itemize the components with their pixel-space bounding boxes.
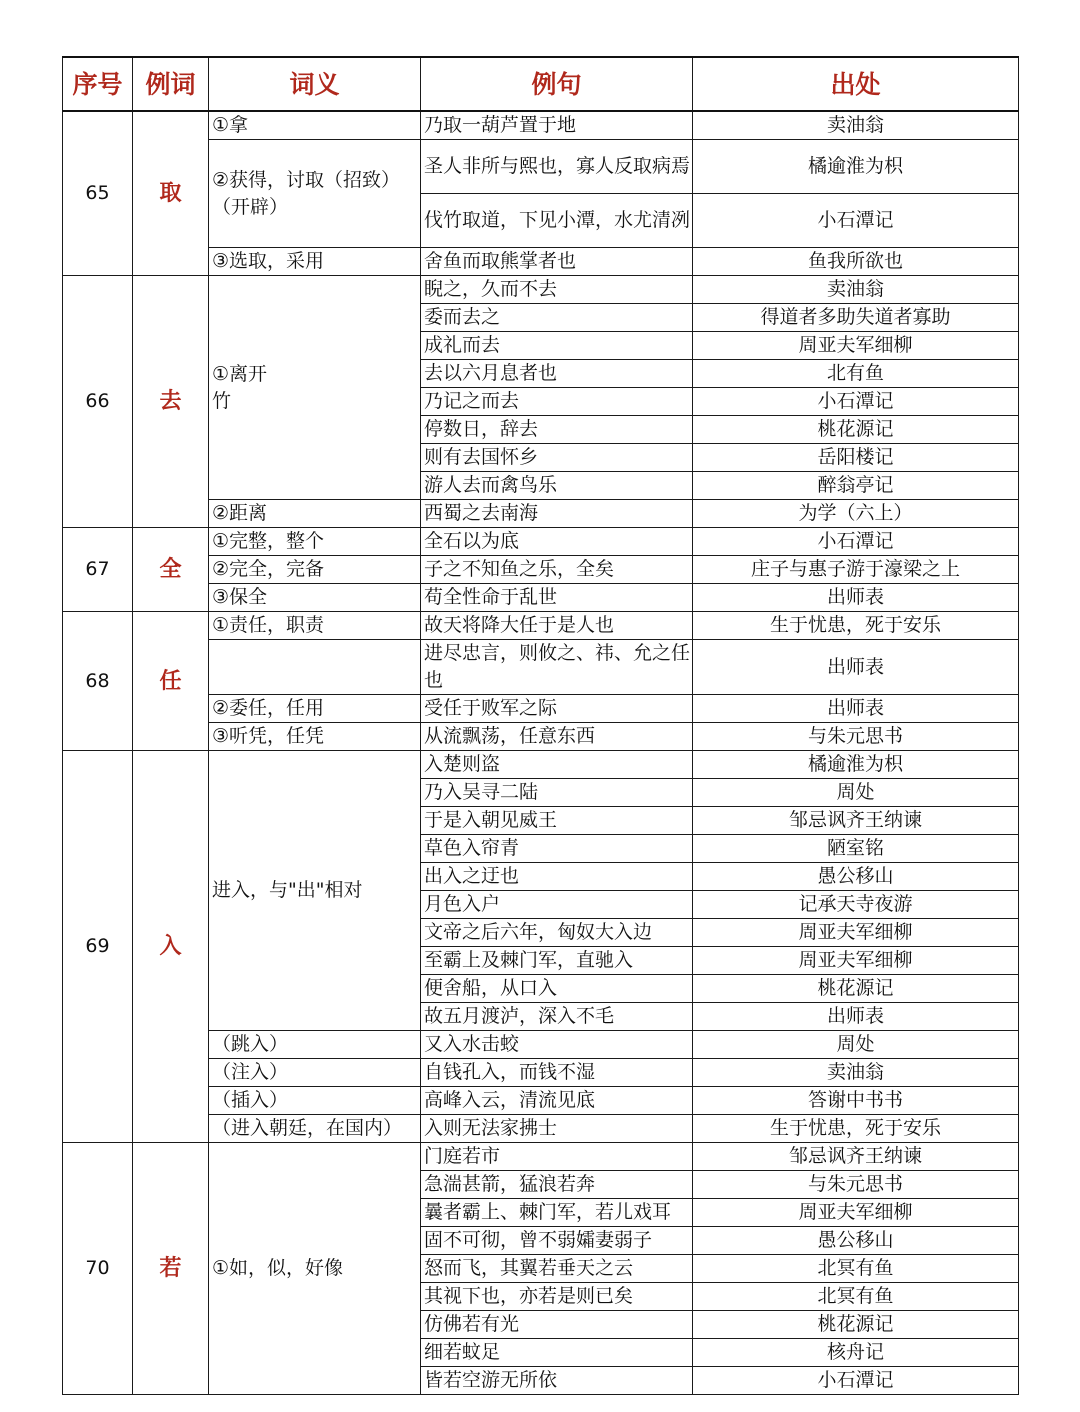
source-text: 鱼我所欲也 <box>693 248 1019 276</box>
example-sentence: 怒而飞，其翼若垂天之云 <box>421 1255 693 1283</box>
example-sentence: 固不可彻，曾不弱孀妻弱子 <box>421 1227 693 1255</box>
meaning-cell: ②距离 <box>209 500 421 528</box>
header-meaning: 词义 <box>209 57 421 111</box>
example-sentence: 急湍甚箭，猛浪若奔 <box>421 1171 693 1199</box>
source-text: 醉翁亭记 <box>693 472 1019 500</box>
meaning-cell: ①拿 <box>209 111 421 140</box>
meaning-cell: （跳入） <box>209 1031 421 1059</box>
example-sentence: 进尽忠言，则攸之、祎、允之任也 <box>421 640 693 695</box>
source-text: 陋室铭 <box>693 835 1019 863</box>
meaning-cell: ③保全 <box>209 584 421 612</box>
meaning-cell: ①离开 竹 <box>209 276 421 500</box>
entry-number: 68 <box>63 612 133 751</box>
source-text: 橘逾淮为枳 <box>693 751 1019 779</box>
meaning-cell: ①如，似，好像 <box>209 1143 421 1395</box>
header-word: 例词 <box>133 57 209 111</box>
source-text: 周亚夫军细柳 <box>693 332 1019 360</box>
source-text: 橘逾淮为枳 <box>693 140 1019 194</box>
source-text: 愚公移山 <box>693 863 1019 891</box>
example-sentence: 皆若空游无所依 <box>421 1367 693 1395</box>
example-sentence: 委而去之 <box>421 304 693 332</box>
entry-number: 67 <box>63 528 133 612</box>
meaning-cell: （注入） <box>209 1059 421 1087</box>
source-text: 岳阳楼记 <box>693 444 1019 472</box>
meaning-cell: 进入，与"出"相对 <box>209 751 421 1031</box>
meaning-cell: ②获得，讨取（招致）（开辟） <box>209 140 421 248</box>
source-text: 记承天寺夜游 <box>693 891 1019 919</box>
example-sentence: 受任于败军之际 <box>421 695 693 723</box>
table-row <box>63 276 1019 304</box>
entry-word: 入 <box>133 751 209 1143</box>
entry-number: 66 <box>63 276 133 528</box>
example-sentence: 乃取一葫芦置于地 <box>421 111 693 140</box>
source-text: 与朱元思书 <box>693 1171 1019 1199</box>
example-sentence: 全石以为底 <box>421 528 693 556</box>
header-row <box>63 57 1019 111</box>
example-sentence: 停数日，辞去 <box>421 416 693 444</box>
vocab-table <box>62 56 1019 1395</box>
example-sentence: 入则无法家拂士 <box>421 1115 693 1143</box>
source-text: 卖油翁 <box>693 1059 1019 1087</box>
example-sentence: 乃记之而去 <box>421 388 693 416</box>
source-text: 周亚夫军细柳 <box>693 919 1019 947</box>
source-text: 得道者多助失道者寡助 <box>693 304 1019 332</box>
example-sentence: 曩者霸上、棘门军，若儿戏耳 <box>421 1199 693 1227</box>
example-sentence: 草色入帘青 <box>421 835 693 863</box>
meaning-cell: ②委任，任用 <box>209 695 421 723</box>
example-sentence: 月色入户 <box>421 891 693 919</box>
example-sentence: 则有去国怀乡 <box>421 444 693 472</box>
header-source: 出处 <box>693 57 1019 111</box>
header-example: 例句 <box>421 57 693 111</box>
meaning-cell: ①责任，职责 <box>209 612 421 640</box>
table-row <box>63 1143 1019 1171</box>
meaning-cell: （插入） <box>209 1087 421 1115</box>
example-sentence: 仿佛若有光 <box>421 1311 693 1339</box>
source-text: 卖油翁 <box>693 276 1019 304</box>
source-text: 核舟记 <box>693 1339 1019 1367</box>
example-sentence: 成礼而去 <box>421 332 693 360</box>
source-text: 与朱元思书 <box>693 723 1019 751</box>
source-text: 小石潭记 <box>693 528 1019 556</box>
source-text: 出师表 <box>693 1003 1019 1031</box>
example-sentence: 睨之，久而不去 <box>421 276 693 304</box>
example-sentence: 其视下也，亦若是则已矣 <box>421 1283 693 1311</box>
meaning-cell: ②完全，完备 <box>209 556 421 584</box>
source-text: 愚公移山 <box>693 1227 1019 1255</box>
entry-number: 65 <box>63 111 133 276</box>
example-sentence: 文帝之后六年，匈奴大入边 <box>421 919 693 947</box>
example-sentence: 门庭若市 <box>421 1143 693 1171</box>
source-text: 为学（六上） <box>693 500 1019 528</box>
example-sentence: 故天将降大任于是人也 <box>421 612 693 640</box>
source-text: 周亚夫军细柳 <box>693 1199 1019 1227</box>
table-row <box>63 751 1019 779</box>
source-text: 生于忧患，死于安乐 <box>693 612 1019 640</box>
example-sentence: 乃入吴寻二陆 <box>421 779 693 807</box>
example-sentence: 苟全性命于乱世 <box>421 584 693 612</box>
example-sentence: 圣人非所与熙也，寡人反取病焉 <box>421 140 693 194</box>
source-text: 答谢中书书 <box>693 1087 1019 1115</box>
source-text: 桃花源记 <box>693 416 1019 444</box>
table-body <box>63 111 1019 1395</box>
example-sentence: 自钱孔入，而钱不湿 <box>421 1059 693 1087</box>
example-sentence: 西蜀之去南海 <box>421 500 693 528</box>
meaning-cell: ①完整，整个 <box>209 528 421 556</box>
example-sentence: 至霸上及棘门军，直驰入 <box>421 947 693 975</box>
source-text: 北冥有鱼 <box>693 1283 1019 1311</box>
entry-word: 去 <box>133 276 209 528</box>
entry-number: 69 <box>63 751 133 1143</box>
source-text: 周处 <box>693 1031 1019 1059</box>
example-sentence: 伐竹取道，下见小潭，水尤清冽 <box>421 194 693 248</box>
example-sentence: 从流飘荡，任意东西 <box>421 723 693 751</box>
source-text: 生于忧患，死于安乐 <box>693 1115 1019 1143</box>
source-text: 邹忌讽齐王纳谏 <box>693 807 1019 835</box>
example-sentence: 故五月渡泸，深入不毛 <box>421 1003 693 1031</box>
source-text: 出师表 <box>693 640 1019 695</box>
source-text: 出师表 <box>693 584 1019 612</box>
source-text: 桃花源记 <box>693 1311 1019 1339</box>
example-sentence: 出入之迂也 <box>421 863 693 891</box>
entry-word: 全 <box>133 528 209 612</box>
entry-word: 若 <box>133 1143 209 1395</box>
source-text: 出师表 <box>693 695 1019 723</box>
source-text: 卖油翁 <box>693 111 1019 140</box>
example-sentence: 入楚则盗 <box>421 751 693 779</box>
example-sentence: 舍鱼而取熊掌者也 <box>421 248 693 276</box>
source-text: 庄子与惠子游于濠梁之上 <box>693 556 1019 584</box>
example-sentence: 游人去而禽鸟乐 <box>421 472 693 500</box>
source-text: 小石潭记 <box>693 388 1019 416</box>
meaning-cell <box>209 640 421 695</box>
table-row <box>63 612 1019 640</box>
source-text: 小石潭记 <box>693 194 1019 248</box>
header-num: 序号 <box>63 57 133 111</box>
entry-word: 取 <box>133 111 209 276</box>
example-sentence: 便舍船，从口入 <box>421 975 693 1003</box>
meaning-cell: ③听凭，任凭 <box>209 723 421 751</box>
entry-number: 70 <box>63 1143 133 1395</box>
example-sentence: 于是入朝见威王 <box>421 807 693 835</box>
example-sentence: 又入水击蛟 <box>421 1031 693 1059</box>
example-sentence: 去以六月息者也 <box>421 360 693 388</box>
example-sentence: 细若蚊足 <box>421 1339 693 1367</box>
entry-word: 任 <box>133 612 209 751</box>
example-sentence: 高峰入云，清流见底 <box>421 1087 693 1115</box>
source-text: 周处 <box>693 779 1019 807</box>
source-text: 邹忌讽齐王纳谏 <box>693 1143 1019 1171</box>
meaning-cell: ③选取，采用 <box>209 248 421 276</box>
table-row <box>63 111 1019 140</box>
source-text: 周亚夫军细柳 <box>693 947 1019 975</box>
source-text: 北冥有鱼 <box>693 1255 1019 1283</box>
meaning-cell: （进入朝廷，在国内） <box>209 1115 421 1143</box>
source-text: 小石潭记 <box>693 1367 1019 1395</box>
example-sentence: 子之不知鱼之乐，全矣 <box>421 556 693 584</box>
source-text: 北有鱼 <box>693 360 1019 388</box>
source-text: 桃花源记 <box>693 975 1019 1003</box>
table-row <box>63 528 1019 556</box>
